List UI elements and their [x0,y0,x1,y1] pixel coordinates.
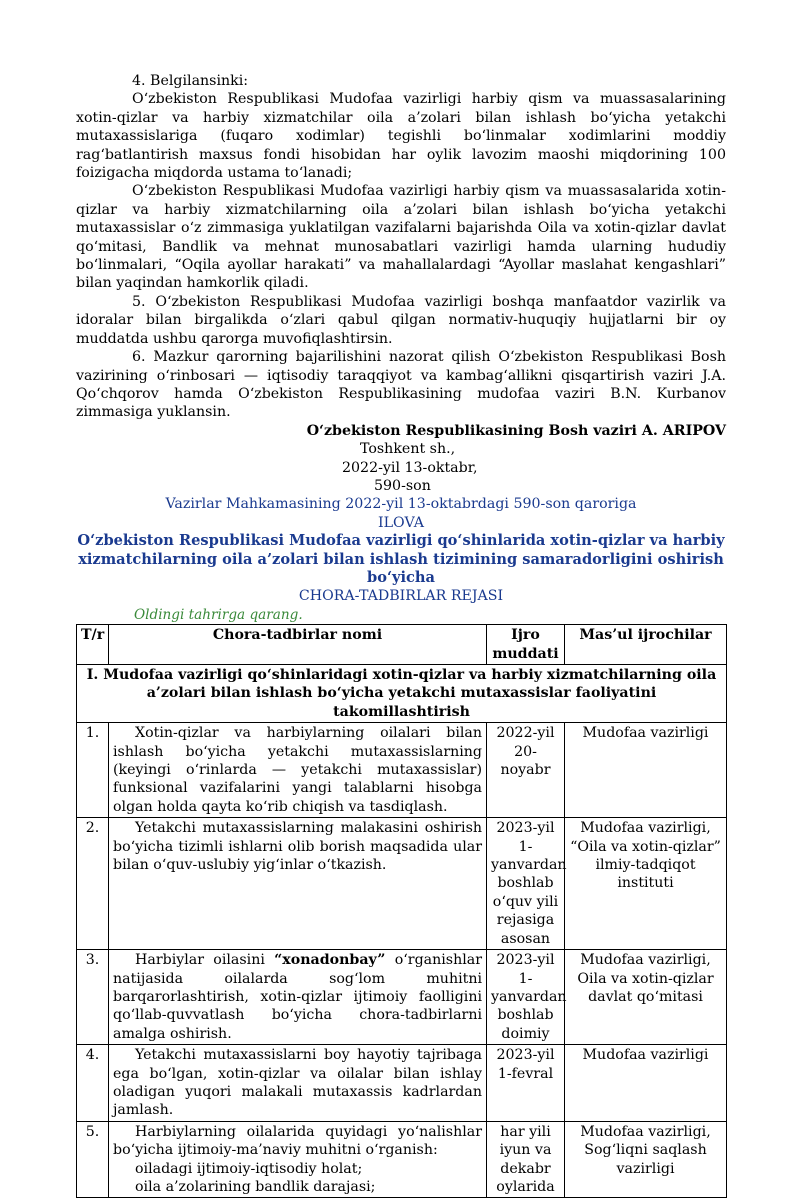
paragraph-4b: O‘zbekiston Respublikasi Mudofaa vazirligi harbiy qism va muassasalarida xotin-qizlar va harbiy xizmatchilarning oila a’zolari bilan ishlash bo‘yicha yetakchi mutaxassislar o‘z zimmasiga yuklatilgan vazifalarni bajarishda Oila va xotin-qizlar davlat qo‘mitasi, Bandlik va mehnat munosabatlari vazirligi hamda ularning hududiy bo‘linmalari, “Oqila ayollar harakati” va mahallalardagi “Ayollar maslahat kengashlari” bilan yaqindan hamkorlik qiladi. [76,183,726,292]
table-header-row [77,625,727,665]
action-plan-table [76,624,727,1198]
table-row [77,1121,727,1198]
paragraph-5: 5. O‘zbekiston Respublikasi Mudofaa vazirligi boshqa manfaatdor vazirlik va idoralar bilan birgalikda o‘zlari qabul qilgan normativ-huquqiy hujjatlarni bir oy muddatda ushbu qarorga muvofiqlashtirsin. [76,293,726,347]
row-deadline: 2023-yil 1-fevral [487,1045,565,1122]
row-responsible: Mudofaa vazirligi, Sog‘liqni saqlash vazirligi [565,1121,727,1198]
row-number: 4. [77,1045,109,1122]
row-number: 1. [77,723,109,818]
row-sub-item: oila a’zolarining bandlik darajasi; [135,1178,376,1195]
row-number: 5. [77,1121,109,1198]
table-row [77,950,727,1045]
row-responsible: Mudofaa vazirligi, Oila va xotin-qizlar davlat qo‘mitasi [565,950,727,1045]
document-subtitle: CHORA-TADBIRLAR REJASI [298,588,504,605]
document-page [76,72,726,1198]
row-action: Xotin-qizlar va harbiylarning oilalari bilan ishlash bo‘yicha yetakchi mutaxassislarning (keyingi o‘rinlarda — yetakchi mutaxassislar) funksional vazifalarini yangi talablarni hisobga olgan holda qayta ko‘rib chiqish va tasdiqlash. [109,723,487,818]
table-row [77,1045,727,1122]
header-action-name: Chora-tadbirlar nomi [109,625,487,665]
row-sub-item: oiladagi ijtimoiy-iqtisodiy holat; [135,1160,363,1177]
annex-reference[interactable]: Vazirlar Mahkamasining 2022-yil 13-oktabrdagi 590-son qaroriga [165,496,637,513]
row-number: 2. [77,818,109,950]
row-deadline: 2023-yil 1-yanvardan boshlab o‘quv yili rejasiga asosan [487,818,565,950]
signature: O‘zbekiston Respublikasining Bosh vaziri A. ARIPOV [306,422,726,439]
row-responsible: Mudofaa vazirligi [565,1045,727,1122]
document-title: O‘zbekiston Respublikasi Mudofaa vazirligi qo‘shinlarida xotin-qizlar va harbiy xizmatchilarning oila a’zolari bilan ishlash tizimining samaradorligini oshirish bo‘yicha [77,532,725,586]
header-number: T/r [77,625,109,665]
place: Toshkent sh., [360,441,456,458]
annex-label: ILOVA [378,514,424,531]
header-responsible: Mas’ul ijrochilar [565,625,727,665]
row-deadline: har yili iyun va dekabr oylarida [487,1121,565,1198]
section-heading: I. Mudofaa vazirligi qo‘shinlaridagi xotin-qizlar va harbiy xizmatchilarning oila a’zolari bilan ishlash bo‘yicha yetakchi mutaxassislar faoliyatini takomillashtirish [77,665,727,723]
row-action: Harbiylar oilasini “xonadonbay” o‘rganishlar natijasida oilalarda sog‘lom muhitni barqarorlashtirish, xotin-qizlar ijtimoiy faolligini qo‘llab-quvvatlash bo‘yicha chora-tadbirlarni amalga oshirish. [109,950,487,1045]
paragraph-4a: O‘zbekiston Respublikasi Mudofaa vazirligi harbiy qism va muassasalarining xotin-qizlar va harbiy xizmatchilar oila a’zolari bilan ishlash bo‘yicha yetakchi mutaxassislariga (fuqaro xodimlar) tegishli bo‘linmalar xodimlarini moddiy rag‘batlantirish maxsus fondi hisobidan har oylik lavozim maoshi miqdorining 100 foizigacha miqdorda ustama to‘lanadi; [76,91,726,182]
row-deadline: 2022-yil 20-noyabr [487,723,565,818]
decree-number: 590-son [374,477,431,494]
previous-edition-link[interactable]: Oldingi tahrirga qarang. [134,606,303,623]
table-row [77,818,727,950]
row-action: Yetakchi mutaxassislarning malakasini oshirish bo‘yicha tizimli ishlarni olib borish maqsadida ular bilan o‘quv-uslubiy yig‘inlar o‘tkazish. [109,818,487,950]
header-deadline: Ijro muddati [487,625,565,665]
row-responsible: Mudofaa vazirligi, “Oila va xotin-qizlar” ilmiy-tadqiqot instituti [565,818,727,950]
paragraph-6: 6. Mazkur qarorning bajarilishini nazorat qilish O‘zbekiston Respublikasi Bosh vazirining o‘rinbosari — iqtisodiy taraqqiyot va kambag‘allikni qisqartirish vaziri J.A. Qo‘chqorov hamda O‘zbekiston Respublikasining mudofaa vaziri B.N. Kurbanov zimmasiga yuklansin. [76,349,726,421]
row-action: Harbiylarning oilalarida quyidagi yo‘nalishlar bo‘yicha ijtimoiy-ma’naviy muhitni o‘rganish: oiladagi ijtimoiy-iqtisodiy holat; oila a’zolarining bandlik darajasi; [109,1121,487,1198]
section-row [77,665,727,723]
row-responsible: Mudofaa vazirligi [565,723,727,818]
row-deadline: 2023-yil 1-yanvardan boshlab doimiy [487,950,565,1045]
row-action: Yetakchi mutaxassislarni boy hayotiy tajribaga ega bo‘lgan, xotin-qizlar va oilalar bilan ishlay oladigan yuqori malakali mutaxassis kadrlardan jamlash. [109,1045,487,1122]
row-number: 3. [77,950,109,1045]
date: 2022-yil 13-oktabr, [342,459,478,476]
emphasis-xonadonbay: “xonadonbay” [274,952,386,969]
table-row [77,723,727,818]
paragraph-4-heading: 4. Belgilansinki: [132,73,249,89]
